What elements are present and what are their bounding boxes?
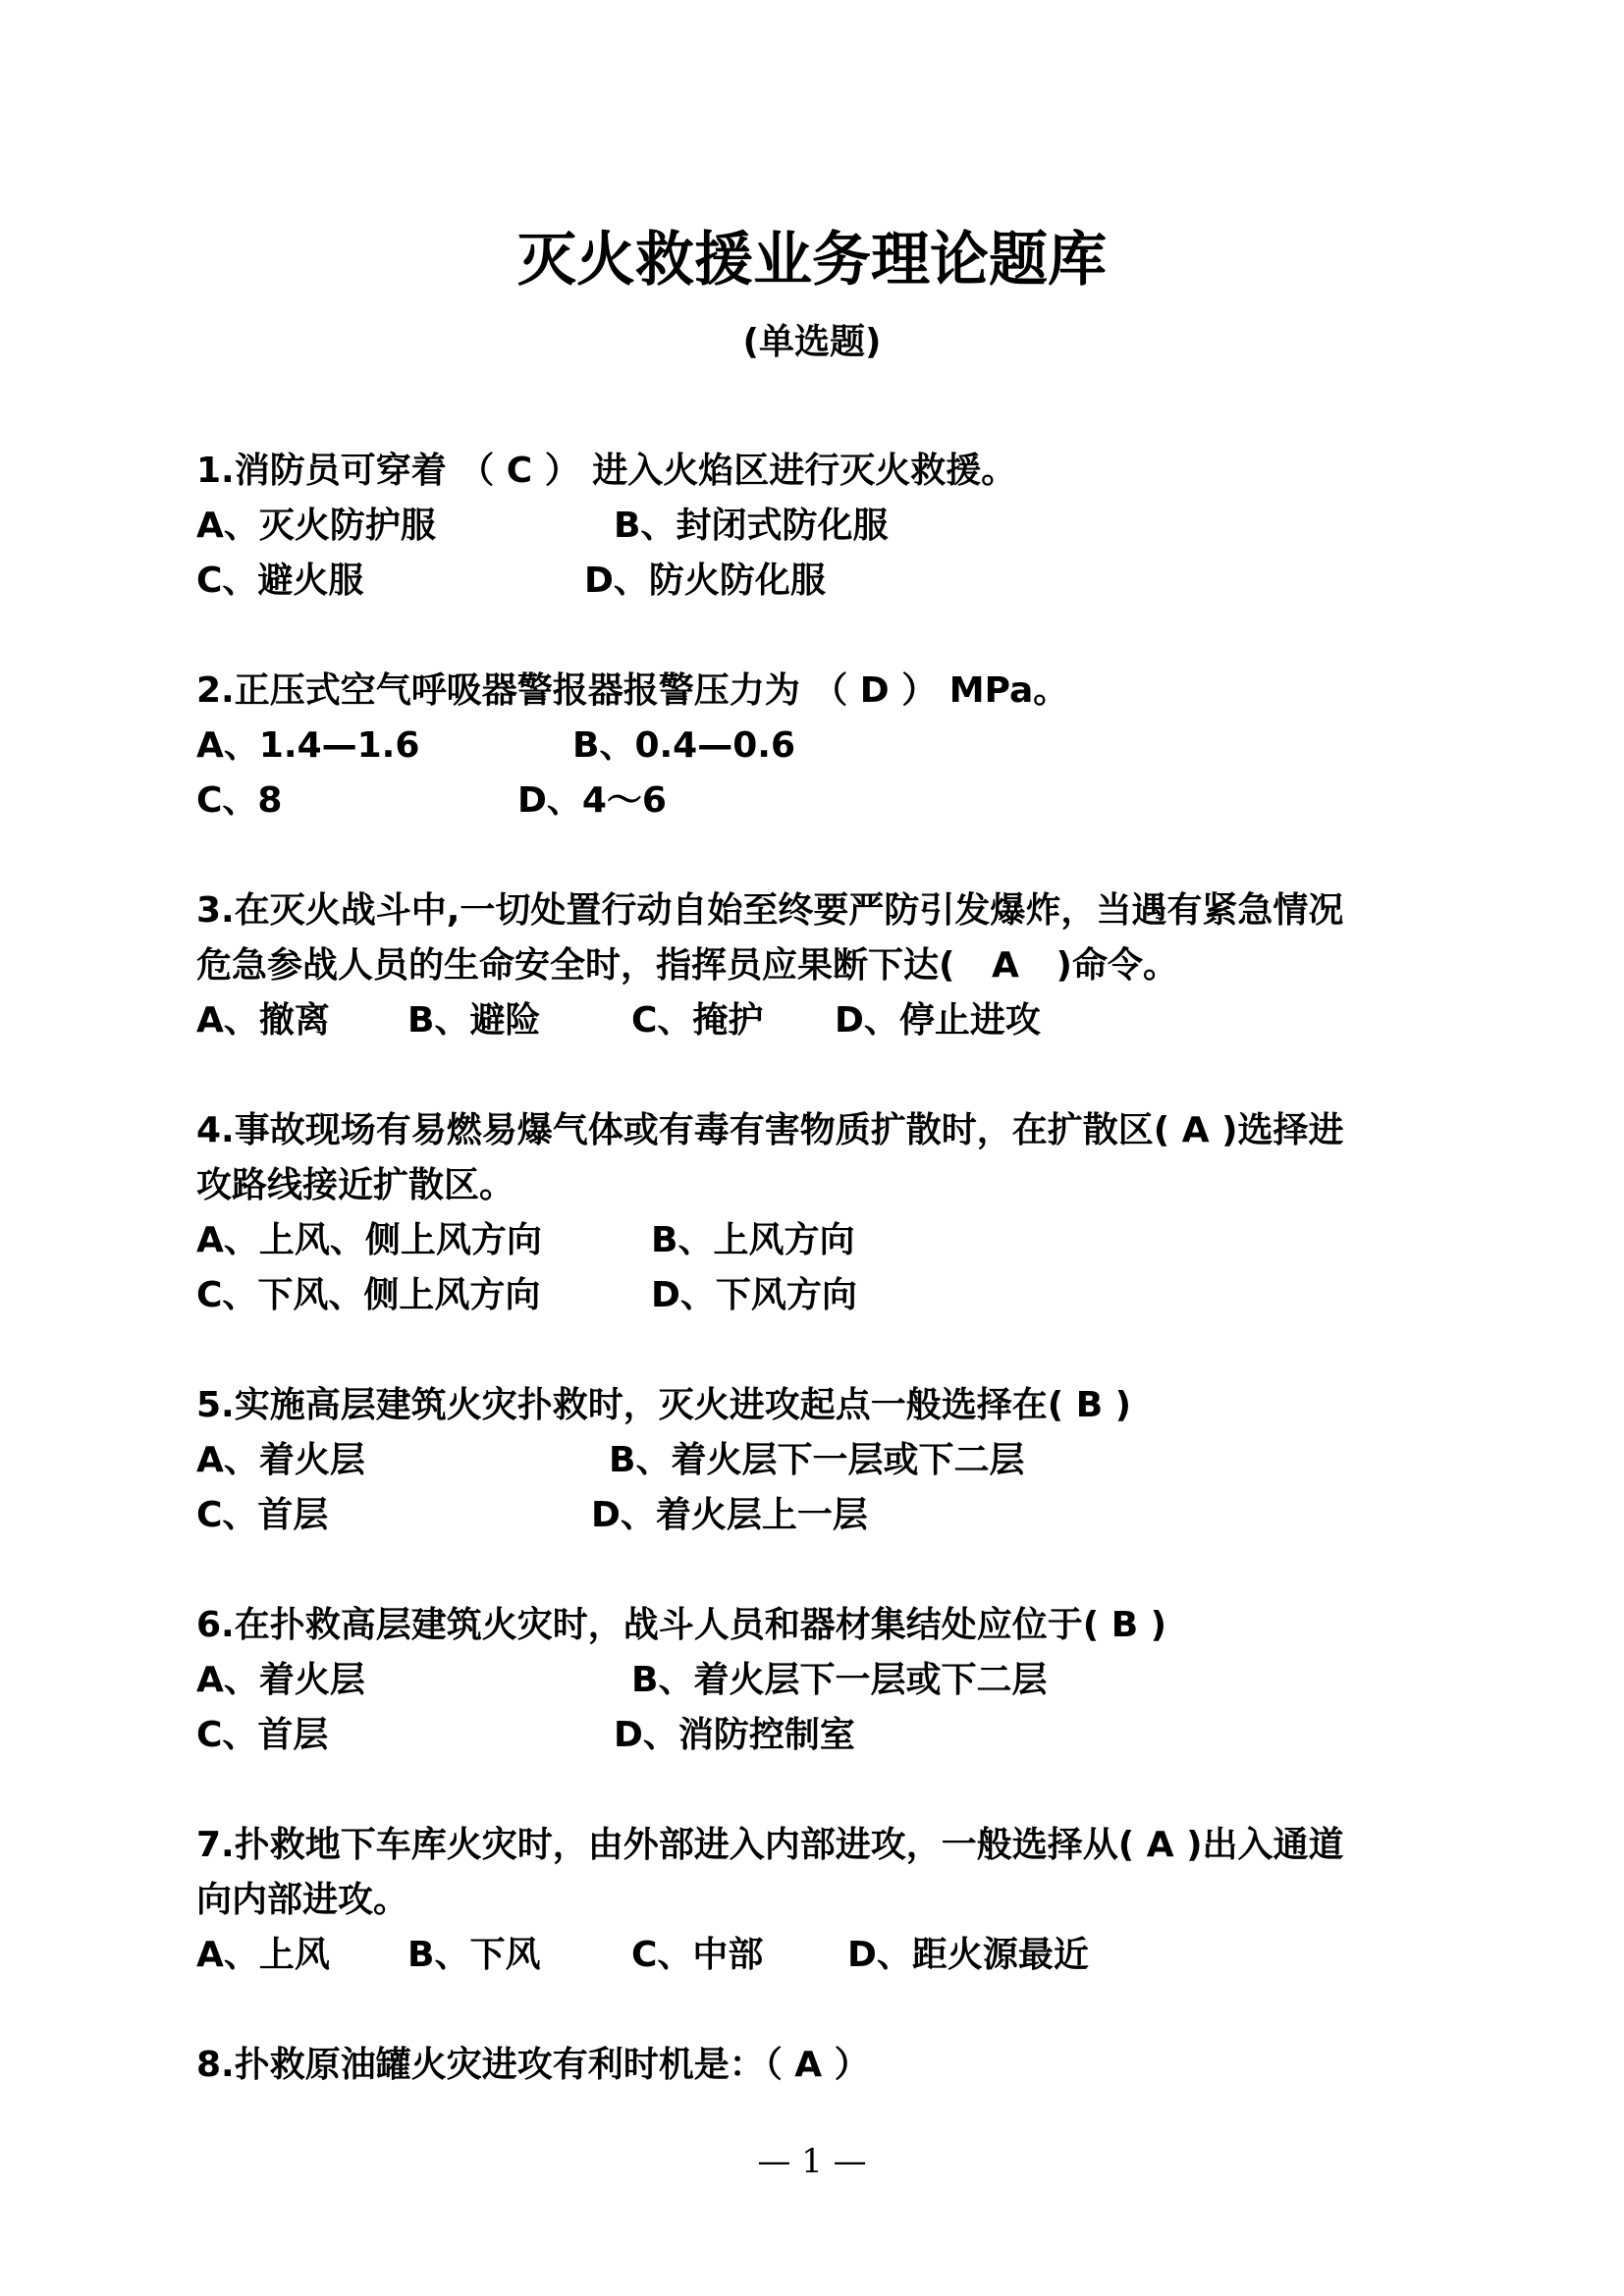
option-d: D、停止进攻 (835, 1000, 1041, 1041)
option-c: C、中部 (631, 1935, 764, 1975)
question-stem: 5.实施高层建筑火灾扑救时，灭火进攻起点一般选择在( B ) (196, 1385, 1132, 1425)
question-stem: 4.事故现场有易燃易爆气体或有毒有害物质扩散时，在扩散区( A )选择进 (196, 1110, 1344, 1150)
question-stem-cont: 攻路线接近扩散区。 (196, 1165, 515, 1205)
option-row (196, 777, 667, 966)
option-a: A、撤离 (196, 1000, 330, 1041)
option-b: B、着火层下一层或下二层 (631, 1660, 1048, 1700)
option-c: C、下风、侧上风方向 (196, 1275, 541, 1315)
question-stem-cont: 危急参战人员的生命安全时，指挥员应果断下达( A )命令。 (196, 945, 1178, 986)
question-stem: 3.在灭火战斗中,一切处置行动自始至终要严防引发爆炸，当遇有紧急情况 (196, 890, 1344, 931)
option-c: C、掩护 (631, 1000, 764, 1041)
option-c: C、8 (196, 780, 283, 821)
option-d: D、距火源最近 (847, 1935, 1089, 1975)
question-stem: 1.消防员可穿着 （ C ） 进入火焰区进行灭火救援。 (196, 451, 1017, 491)
option-d: D、防火防化服 (584, 561, 826, 601)
option-b: B、上风方向 (651, 1220, 855, 1260)
option-b: B、0.4—0.6 (572, 725, 795, 766)
option-a: A、1.4—1.6 (196, 725, 420, 766)
option-c: C、首层 (196, 1495, 329, 1535)
option-d: D、着火层上一层 (591, 1495, 868, 1535)
question-stem: 6.在扑救高层建筑火灾时，战斗人员和器材集结处应位于( B ) (196, 1605, 1167, 1645)
page-number: — 1 — (757, 2142, 867, 2181)
option-a: A、上风 (196, 1935, 330, 1975)
option-c: C、避火服 (196, 561, 364, 601)
question-stem-cont: 向内部进攻。 (196, 1880, 409, 1920)
option-b: B、封闭式防化服 (614, 506, 889, 546)
option-b: B、避险 (407, 1000, 541, 1041)
option-a: A、着火层 (196, 1440, 365, 1480)
document-subtitle: (单选题) (742, 322, 882, 362)
document-title: 灭火救援业务理论题库 (517, 226, 1107, 294)
question-stem: 2.正压式空气呼吸器警报器报警压力为 （ D ） MPa。 (196, 670, 1069, 711)
option-d: D、4～6 (517, 780, 667, 821)
option-c: C、首层 (196, 1715, 329, 1755)
option-d: D、消防控制室 (614, 1715, 855, 1755)
option-d: D、下风方向 (651, 1275, 857, 1315)
option-a: A、上风、侧上风方向 (196, 1220, 542, 1260)
option-b: B、着火层下一层或下二层 (609, 1440, 1025, 1480)
option-a: A、灭火防护服 (196, 506, 436, 546)
option-a: A、着火层 (196, 1660, 365, 1700)
question-stem: 7.扑救地下车库火灾时，由外部进入内部进攻，一般选择从( A )出入通道 (196, 1825, 1344, 1865)
question-stem: 8.扑救原油罐火灾进攻有利时机是：（ A ） (196, 2045, 870, 2085)
option-b: B、下风 (407, 1935, 541, 1975)
